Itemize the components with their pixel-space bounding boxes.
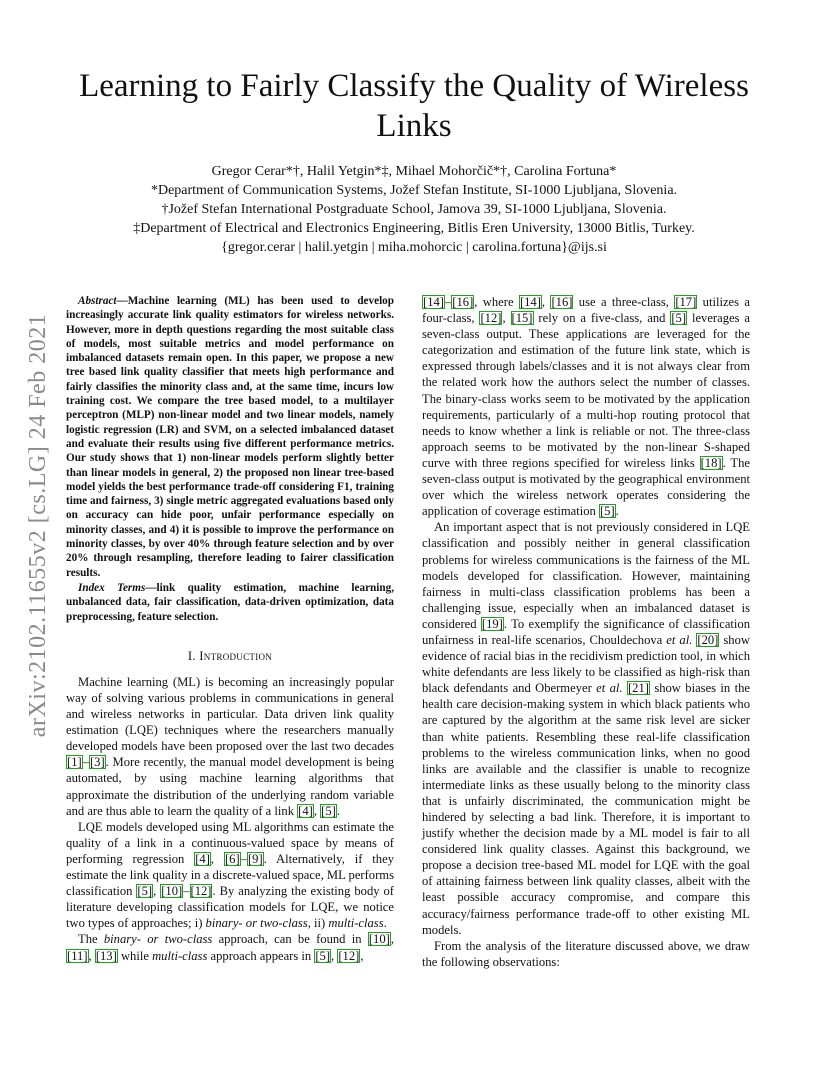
citation-link[interactable]: [12]	[338, 948, 360, 963]
body-text: .	[336, 803, 340, 818]
body-text: . By analyzing the existing body of literature developing classification models for LQE, we notice two types of approaches; i)	[66, 884, 395, 931]
affiliation-1: *Department of Communication Systems, Jožef Stefan Institute, SI-1000 Ljubljana, Slovenia.	[150, 183, 678, 198]
continued-paragraph	[422, 294, 750, 519]
body-text: leverages a seven-class output. These applications are leveraged for the categorization and estimation of the future link state, which is expressed through labels/classes and it is not always clear from the related work how the authors select the number of classes. The binary-class works seem to be motivated by the application requirements, particularly of a multi-hop routing protocol that needs to know whether a link is reliable or not. The three-class approach seems to be motivated by the non-linear S-shaped curve with three regions specified for wireless links	[422, 311, 750, 470]
body-text: use a three-class,	[573, 295, 675, 309]
body-text: Machine learning (ML) is becoming an increasingly popular way of solving various problems in communications in general and wireless networks in particular. Data driven link quality estimation (LQE) techniques where the researchers manually developed models have been proposed over the last two decades	[66, 674, 394, 754]
citation-link[interactable]: [5]	[599, 504, 615, 519]
paper-title: Learning to Fairly Classify the Quality of Wireless Links	[79, 68, 749, 144]
emphasis-text: binary- or two-class	[205, 916, 308, 931]
author-emails: {gregor.cerar | halil.yetgin | miha.mohorcic | carolina.fortuna}@ijs.si	[221, 240, 607, 255]
body-text: ,	[88, 948, 95, 963]
intro-paragraph-3	[66, 931, 394, 963]
body-text: . To exemplify the significance of classification unfairness in real-life scenarios, Chouldechova	[422, 616, 751, 647]
emphasis-text: multi-class	[152, 948, 208, 963]
emphasis-text: et al.	[596, 681, 623, 696]
emphasis-text: et al.	[666, 632, 693, 647]
body-text: ,	[210, 851, 224, 866]
section-title: Introduction	[199, 648, 273, 663]
fairness-paragraph	[422, 519, 750, 937]
citation-link[interactable]: [19]	[481, 616, 503, 631]
body-text: ,	[541, 295, 551, 309]
arxiv-identifier: arXiv:2102.11655v2 [cs.LG] 24 Feb 2021	[25, 313, 52, 737]
body-text: ,	[153, 884, 161, 899]
right-column	[422, 294, 750, 970]
observations-paragraph	[422, 938, 750, 970]
body-text: .	[383, 916, 387, 931]
body-text: –	[240, 851, 247, 866]
citation-link[interactable]: [5]	[137, 884, 153, 899]
citation-link[interactable]: [18]	[700, 455, 722, 470]
citation-link[interactable]: [10]	[368, 932, 390, 947]
citation-link[interactable]: [10]	[161, 884, 183, 899]
citation-link[interactable]: [4]	[195, 851, 210, 866]
citation-link[interactable]: [1]	[67, 755, 82, 770]
body-text: ,	[313, 803, 321, 818]
body-text: From the analysis of the literature discussed above, we draw the following observations:	[422, 938, 750, 969]
body-text: –	[82, 755, 89, 770]
authors: Gregor Cerar*†, Halil Yetgin*‡, Mihael Mohorčič*†, Carolina Fortuna*	[211, 164, 617, 179]
citation-link[interactable]: [5]	[671, 311, 687, 326]
citation-link[interactable]: [16]	[452, 295, 474, 309]
citation-link[interactable]: [15]	[511, 311, 533, 326]
affiliation-3: ‡Department of Electrical and Electronics Engineering, Bitlis Eren University, 13000 Bitlis, Turkey.	[133, 221, 695, 236]
body-text: show evidence of racial bias in the recidivism prediction tool, in which white defendants are less likely to be classified as high-risk than black defendants and Obermeyer	[422, 632, 750, 696]
body-text: .	[615, 504, 619, 519]
author-block	[60, 162, 768, 257]
body-text: ,	[331, 948, 338, 963]
index-terms	[66, 581, 394, 624]
citation-link[interactable]: [6]	[224, 851, 240, 866]
body-text: LQE models developed using ML algorithms can estimate the quality of a link in a continuous-valued space by means of performing regression	[66, 819, 394, 866]
citation-link[interactable]: [16]	[551, 295, 573, 309]
body-text: ,	[390, 932, 394, 947]
body-text: –	[183, 884, 190, 899]
citation-link[interactable]: [3]	[89, 755, 105, 770]
body-text: , ii)	[307, 916, 329, 931]
body-text: An important aspect that is not previously considered in LQE classification and possibly neither in general classification problems for wireless communications is the fairness of the ML models developed for classification. However, maintaining fairness in multi-class classification problems has been a challenging issue, especially when an imbalanced dataset is considered	[422, 520, 750, 631]
affiliation-2: †Jožef Stefan International Postgraduate School, Jamova 39, SI-1000 Ljubljana, Slovenia.	[161, 202, 667, 217]
abstract-text: —Machine learning (ML) has been used to develop increasingly accurate link quality estimators for wireless networks. However, more in depth questions regarding the most suitable class of models, most suitable metrics and model performance on imbalanced datasets remain open. In this paper, we propose a new tree based link quality classifier that meets high performance and fairly classifies the minority class and, at the same time, incurs low training cost. We compare the tree based model, to a multilayer perceptron (MLP) non-linear model and two linear models, namely logistic regression (LR) and SVM, on a selected imbalanced dataset and evaluate their results using five different performance metrics. Our study shows that 1) non-linear models perform slightly better than linear models in general, 2) the proposed non linear tree-based model yields the best performance trade-off considering F1, training time and fairness, 3) single metric aggregated evaluations based only on accuracy can hide poor, unfair performance especially on minority classes, and 4) it is possible to improve the performance on minority classes, by over 40% through feature selection and by over 20% through resampling, therefore leading to fairer classification results.	[66, 295, 394, 579]
body-text: . Alternatively, if they estimate the link quality in a discrete-valued space, ML performs classification	[66, 851, 394, 899]
left-column	[66, 294, 394, 964]
body-text: rely on a five-class, and	[533, 311, 671, 326]
body-text: . More recently, the manual model development is being automated, by using machine learning algorithms that approximate the distribution of the underlying random variable and are thus able to learn the quality of a link	[66, 755, 394, 818]
arxiv-stamp	[22, 290, 56, 760]
citation-link[interactable]: [11]	[67, 948, 88, 963]
citation-link[interactable]: [4]	[298, 803, 313, 818]
citation-link[interactable]: [17]	[675, 295, 697, 309]
body-text: The	[78, 932, 104, 947]
citation-link[interactable]: [5]	[315, 948, 331, 963]
citation-link[interactable]: [14]	[519, 295, 541, 309]
body-text: utilizes a four-class,	[422, 295, 751, 326]
citation-link[interactable]: [12]	[480, 311, 502, 326]
body-text: ,	[360, 948, 364, 963]
citation-link[interactable]: [12]	[190, 884, 212, 899]
index-terms-lead: Index Terms	[78, 581, 146, 594]
abstract-lead: Abstract	[78, 295, 117, 307]
body-text: while	[117, 948, 153, 963]
body-text: approach, can be found in	[212, 932, 368, 947]
abstract	[66, 294, 394, 580]
citation-link[interactable]: [5]	[321, 803, 336, 818]
citation-link[interactable]: [14]	[423, 295, 444, 309]
body-text: , where	[474, 295, 519, 309]
body-text: approach appears in	[207, 948, 315, 963]
intro-paragraph-1	[66, 674, 394, 819]
index-terms-text: —link quality estimation, machine learning, unbalanced data, fair classification, data-driven optimization, data preprocessing, feature selection.	[66, 581, 394, 623]
citation-link[interactable]: [13]	[95, 948, 117, 963]
emphasis-text: binary- or two-class	[103, 932, 213, 947]
citation-link[interactable]: [21]	[627, 681, 649, 696]
section-heading	[66, 648, 394, 664]
body-text: . The seven-class output is motivated by the geographical environment over which the wireless network operates considering the application of coverage estimation	[422, 455, 750, 519]
emphasis-text: multi-class	[328, 916, 384, 931]
intro-paragraph-2	[66, 819, 394, 932]
citation-link[interactable]: [20]	[697, 632, 719, 647]
body-text: ,	[502, 311, 511, 326]
body-text: show biases in the health care decision-making system in which black patients who are captured by the algorithm at the same risk level are sicker than white patients. Resembling these real-life classification problems to the wireless communication links, when no good links are available and the classifier is unable to recognize intermediate links as these usually belong to the minority class that is unfairly discriminated, the communication might be hindered by selecting a bad link. Therefore, it is important to justify whether the decision made by a ML model is fair to all considered link quality classes. Against this background, we propose a decision tree-based ML model for LQE with the goal of attaining fairness between link quality classes, albeit with the least possible accuracy compromise, and compare this accuracy/fairness performance trade-off to other existing ML models.	[422, 681, 750, 937]
body-text: –	[444, 295, 452, 309]
section-number: I.	[187, 648, 196, 663]
citation-link[interactable]: [9]	[247, 851, 263, 866]
